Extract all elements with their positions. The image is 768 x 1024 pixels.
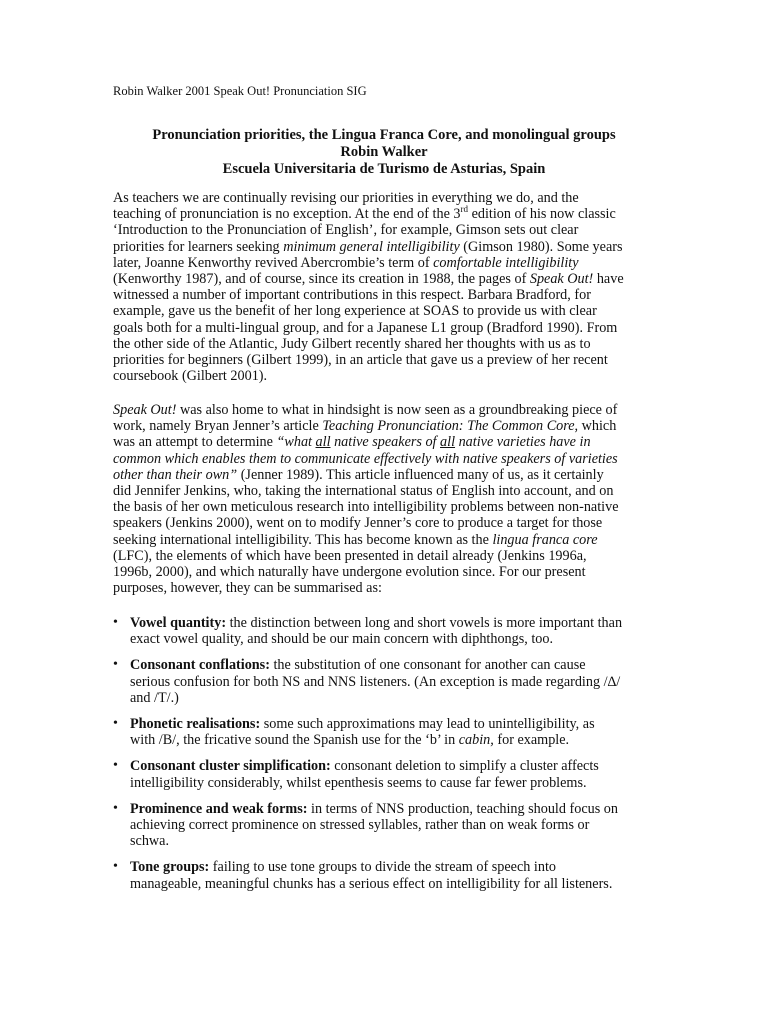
paragraph-line: the other side of the Atlantic, Judy Gilbert recently shared her thoughts with us as to xyxy=(113,335,591,352)
paragraph-line: work, namely Bryan Jenner’s article Teaching Pronunciation: The Common Core, which xyxy=(113,418,617,435)
running-header: Robin Walker 2001 Speak Out! Pronunciation SIG xyxy=(113,84,367,98)
paragraph-line: (LFC), the elements of which have been presented in detail already (Jenkins 1996a, xyxy=(113,547,587,564)
paragraph-line: seeking international intelligibility. This has become known as the lingua franca core xyxy=(113,531,598,548)
bullet-item-vowel-quantity: • Vowel quantity: the distinction between long and short vowels is more important than exact vowel quality, and should be our main concern with diphthongs, too. xyxy=(113,615,623,648)
bullet-item-tone-groups: • Tone groups: failing to use tone groups to divide the stream of speech into manageable, meaningful chunks has a serious effect on intelligibility for all listeners. xyxy=(113,859,613,892)
title-block xyxy=(0,127,768,178)
paragraph-line: later, Joanne Kenworthy revived Abercrombie’s term of comfortable intelligibility xyxy=(113,254,579,271)
paragraph-line: As teachers we are continually revising our priorities in everything we do, and the xyxy=(113,190,579,206)
bullet-term: Tone groups: xyxy=(130,859,210,876)
bullet-item-prominence-weak-forms: • Prominence and weak forms: in terms of NNS production, teaching should focus on achieving correct prominence on stressed syllables, rather than on weak forms or schwa. xyxy=(113,800,618,850)
paragraph-1 xyxy=(113,190,661,384)
paragraph-line: speakers (Jenkins 2000), went on to modify Jenner’s core to produce a target for those xyxy=(113,515,603,532)
bullet-item-consonant-cluster-simplification: • Consonant cluster simplification: consonant deletion to simplify a cluster affects intelligibility considerably, whilst epenthesis seems to cause far fewer problems. xyxy=(113,758,599,791)
paragraph-line: ‘Introduction to the Pronunciation of English’, for example, Gimson sets out clear xyxy=(113,222,579,239)
paragraph-line: (Kenworthy 1987), and of course, since its creation in 1988, the pages of Speak Out! have xyxy=(113,271,624,288)
paragraph-line: was an attempt to determine “what all native speakers of all native varieties have in xyxy=(113,434,591,451)
paragraph-line: the basis of her own meticulous research into intelligibility problems between non-native xyxy=(113,499,619,516)
paragraph-2 xyxy=(113,402,661,596)
bullet-item-phonetic-realisations: • Phonetic realisations: some such approximations may lead to unintelligibility, as with /B/, the fricative sound the Spanish use for the ‘b’ in cabin, for example. xyxy=(113,716,595,749)
paragraph-line: witnessed a number of important contributions in this respect. Barbara Bradford, for xyxy=(113,287,591,304)
bullet-item-consonant-conflations: • Consonant conflations: the substitution of one consonant for another can cause serious confusion for both NS and NNS listeners. (An exception is made regarding /∆/ and /T/.) xyxy=(113,657,621,706)
bullet-marker: • xyxy=(113,657,118,673)
paragraph-line: common which enables them to communicate effectively with native speakers of varieties xyxy=(113,450,618,467)
paragraph-line: other than their own” (Jenner 1989). This article influenced many of us, as it certainly xyxy=(113,466,604,483)
bullet-marker: • xyxy=(113,859,118,875)
bullet-list xyxy=(113,615,673,902)
paragraph-line: priorities for learners seeking minimum general intelligibility (Gimson 1980). Some years xyxy=(113,238,623,255)
paragraph-line: did Jennifer Jenkins, who, taking the international status of English into account, and on xyxy=(113,483,614,500)
body-text xyxy=(113,190,661,597)
bullet-marker: • xyxy=(113,615,118,630)
bullet-marker: • xyxy=(113,800,118,816)
paragraph-line: goals both for a multi-lingual group, and for a Japanese L1 group (Bradford 1990). From xyxy=(113,319,618,336)
author-name: Robin Walker xyxy=(340,144,428,160)
bullet-term: Vowel quantity: xyxy=(130,615,227,631)
bullet-marker: • xyxy=(113,716,118,732)
paragraph-line: coursebook (Gilbert 2001). xyxy=(113,368,268,385)
bullet-term: Phonetic realisations: xyxy=(130,716,261,733)
paragraph-line: example, gave us the benefit of her long experience at SOAS to provide us with clear xyxy=(113,303,597,320)
bullet-marker: • xyxy=(113,758,118,774)
article-title: Pronunciation priorities, the Lingua Franca Core, and monolingual groups xyxy=(152,127,616,143)
bullet-term: Consonant cluster simplification: xyxy=(130,758,331,775)
paragraph-line: priorities for beginners (Gilbert 1999), in an article that gave us a preview of her recent xyxy=(113,352,608,369)
paragraph-line: Speak Out! was also home to what in hindsight is now seen as a groundbreaking piece of xyxy=(113,402,618,418)
paragraph-line: 1996b, 2000), and which naturally have undergone evolution since. For our present xyxy=(113,564,586,581)
superscript: rd xyxy=(460,204,469,215)
bullet-term: Consonant conflations: xyxy=(130,657,270,674)
paragraph-line: purposes, however, they can be summarised as: xyxy=(113,580,382,597)
paragraph-line: teaching of pronunciation is no exception. At the end of the 3rd edition of his now classic xyxy=(113,204,616,223)
bullet-term: Prominence and weak forms: xyxy=(130,800,308,817)
author-affiliation: Escuela Universitaria de Turismo de Asturias, Spain xyxy=(222,161,546,177)
